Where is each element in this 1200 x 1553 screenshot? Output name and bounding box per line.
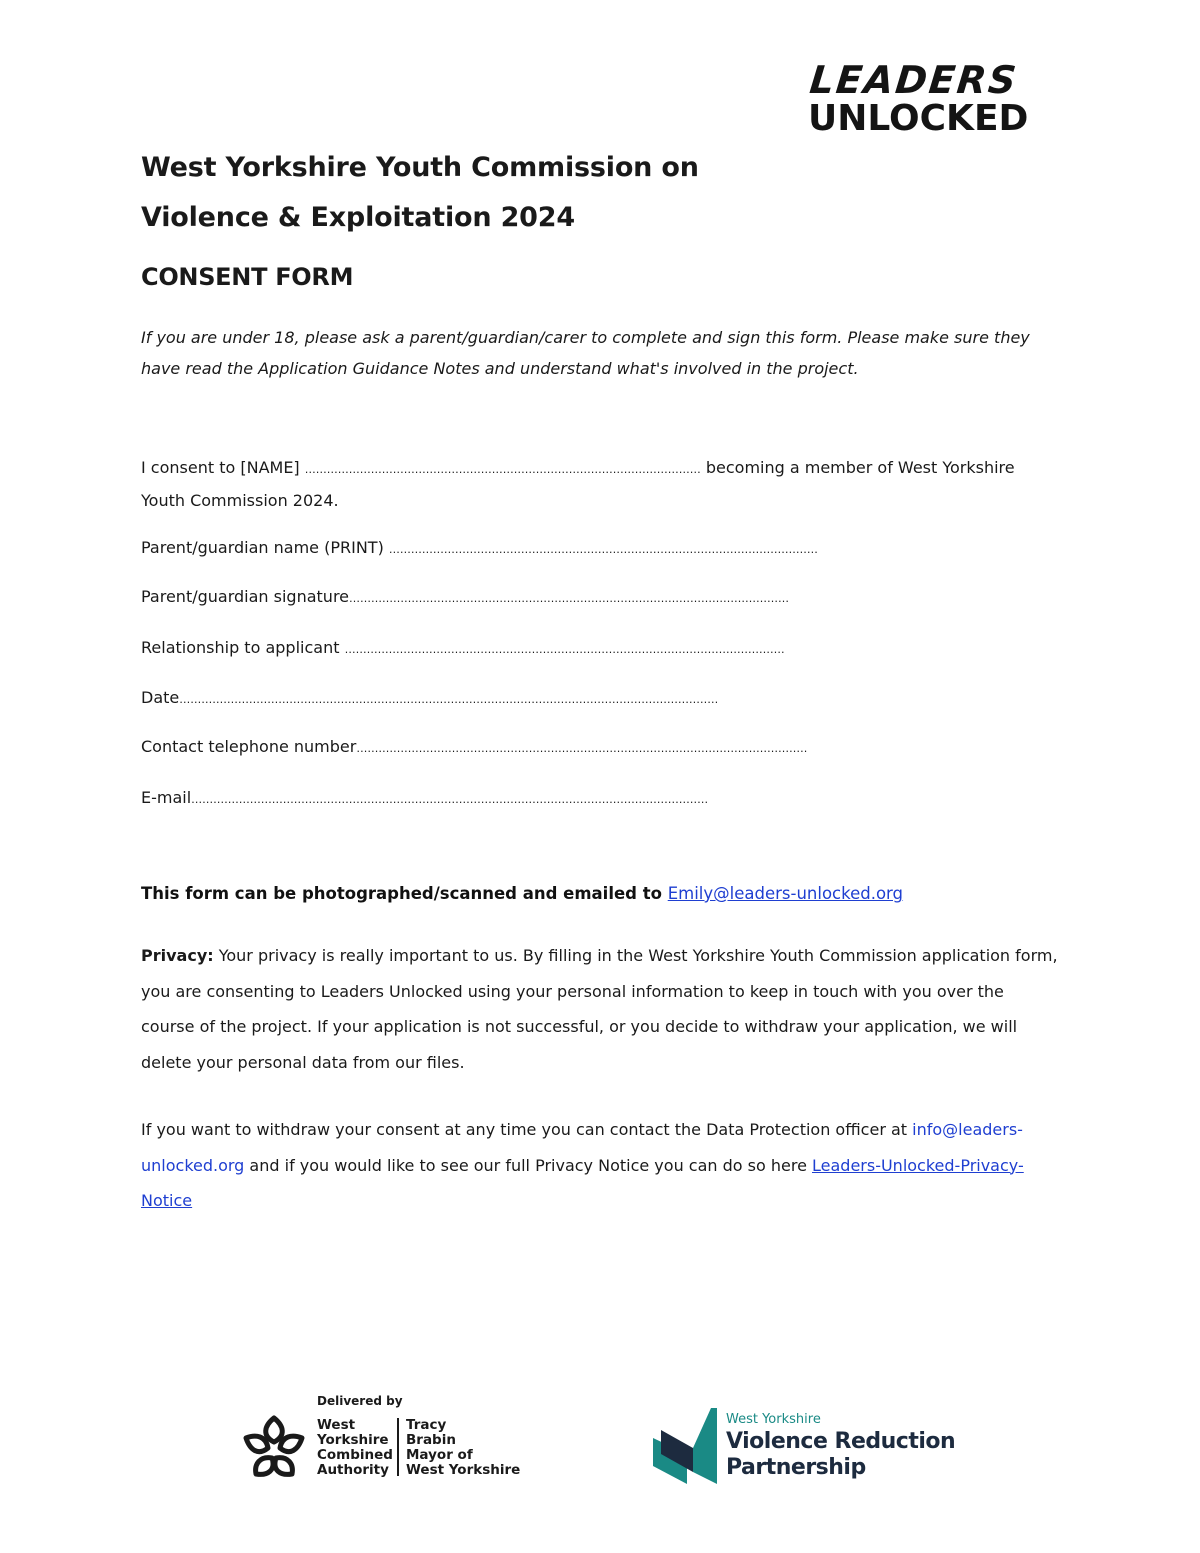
mayor-name: [406, 1418, 520, 1478]
privacy-paragraph: [141, 938, 1061, 1080]
withdraw-text-2: and if you would like to see our full Privacy Notice you can do so here: [244, 1155, 812, 1175]
withdraw-paragraph: [141, 1112, 1061, 1219]
relationship-field[interactable]: [141, 638, 1056, 657]
telephone-field[interactable]: [141, 737, 1056, 756]
leaders-unlocked-logo: [808, 60, 1048, 142]
privacy-notice-link[interactable]: Leaders-Unlocked-Privacy-Notice: [141, 1155, 1024, 1210]
field-dots: ……………………………………………………………………………………………………………: [356, 742, 808, 755]
field-label: Parent/guardian signature: [141, 587, 350, 606]
mayor-line: Tracy: [406, 1417, 447, 1433]
info-email-link[interactable]: info@leaders-unlocked.org: [141, 1120, 1023, 1175]
consent-prefix: I consent to [NAME]: [141, 458, 305, 477]
vrp-title-line-1: Violence Reduction: [726, 1429, 956, 1454]
parent-name-field[interactable]: [141, 538, 1056, 557]
mayor-line: Brabin: [406, 1432, 456, 1448]
submit-text: This form can be photographed/scanned and emailed to: [141, 884, 668, 903]
parent-signature-field[interactable]: [141, 587, 1056, 606]
field-label: E-mail: [141, 788, 192, 807]
intro-text: If you are under 18, please ask a parent/guardian/carer to complete and sign this form. Please make sure they have read the Application Guidance Notes and understand what's involved in the project.: [141, 328, 1030, 378]
privacy-label: Privacy:: [141, 946, 214, 965]
form-subtitle: CONSENT FORM: [141, 263, 354, 291]
wyca-line: West: [317, 1417, 356, 1433]
vrp-logo-icon: [653, 1408, 719, 1484]
field-dots: …………………………………………………………………………………………………………………………………: [179, 693, 719, 706]
vrp-title-line-2: Partnership: [726, 1455, 866, 1480]
field-label: Date: [141, 688, 180, 707]
wyca-line: Yorkshire: [317, 1432, 389, 1448]
field-dots: …………………………………………………………………………………………………………: [349, 592, 790, 605]
email-field[interactable]: [141, 788, 1056, 807]
date-field[interactable]: [141, 688, 1056, 707]
privacy-text: Your privacy is really important to us. By filling in the West Yorkshire Youth Commission application form, you are consenting to Leaders Unlocked using your personal information to keep in touch with you over the course of the project. If your application is not successful, or you decide to withdraw your application, we will delete your personal data from our files.: [141, 946, 1058, 1072]
wyca-name: [317, 1418, 393, 1478]
field-label: Relationship to applicant: [141, 638, 345, 657]
emily-email-link[interactable]: Emily@leaders-unlocked.org: [667, 884, 904, 903]
vrp-region: West Yorkshire: [726, 1412, 821, 1427]
field-dots: …………………………………………………………………………………………………………: [344, 643, 785, 656]
footer-divider: [397, 1418, 399, 1476]
consent-suffix: becoming a member of West Yorkshire Youth Commission 2024.: [141, 458, 1015, 510]
mayor-line: Mayor of: [406, 1447, 473, 1463]
title-line-1: West Yorkshire Youth Commission on: [141, 152, 699, 183]
field-label: Parent/guardian name (PRINT): [141, 538, 389, 557]
wyca-line: Authority: [317, 1462, 389, 1478]
field-label: Contact telephone number: [141, 737, 357, 756]
delivered-by-label: Delivered by: [317, 1394, 403, 1408]
consent-name-field[interactable]: ………………………………………………………………………………………………: [304, 463, 701, 476]
consent-statement: [141, 452, 1056, 516]
wyca-rose-logo-icon: [238, 1412, 310, 1484]
logo-line-1: LEADERS: [807, 58, 1021, 102]
withdraw-text-1: If you want to withdraw your consent at any time you can contact the Data Protection officer at: [141, 1120, 913, 1139]
page-title: [141, 143, 861, 243]
mayor-line: West Yorkshire: [406, 1462, 521, 1478]
field-dots: ……………………………………………………………………………………………………………………………: [191, 793, 709, 806]
title-line-2: Violence & Exploitation 2024: [141, 202, 575, 233]
field-dots: ………………………………………………………………………………………………………: [388, 543, 818, 556]
submit-instructions: [141, 884, 903, 903]
wyca-line: Combined: [317, 1447, 393, 1463]
logo-line-2: UNLOCKED: [808, 98, 1029, 139]
